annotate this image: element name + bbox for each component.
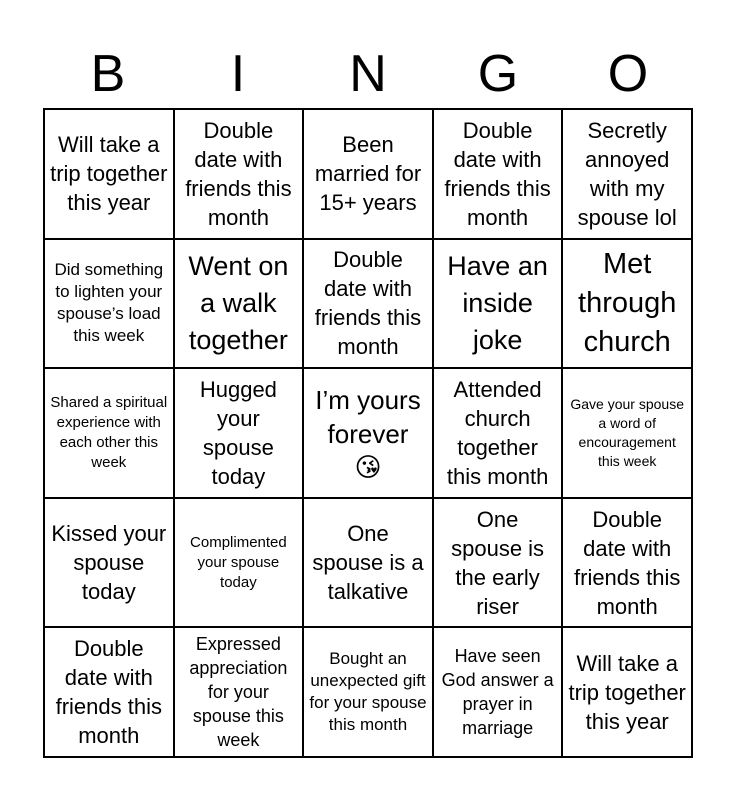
bingo-cell[interactable] bbox=[174, 239, 304, 369]
cell-text: Hugged your spouse today bbox=[199, 376, 277, 489]
header-letter-i: I bbox=[230, 45, 246, 103]
cell-text: Went on a walk together bbox=[188, 250, 289, 355]
bingo-grid bbox=[43, 108, 693, 758]
cell-text: One spouse is a talkative bbox=[312, 521, 424, 605]
cell-text: I’m yours forever bbox=[315, 384, 421, 449]
cell-text: Have seen God answer a prayer in marriage bbox=[441, 646, 554, 739]
bingo-cell[interactable] bbox=[174, 627, 304, 757]
bingo-cell[interactable] bbox=[303, 627, 433, 757]
kissing-face-icon: 😘 bbox=[354, 451, 382, 482]
bingo-cell[interactable] bbox=[433, 498, 563, 628]
cell-text: Double date with friends this month bbox=[444, 117, 551, 230]
bingo-cell[interactable] bbox=[44, 368, 174, 498]
bingo-cell[interactable] bbox=[562, 498, 692, 628]
cell-text: Gave your spouse a word of encouragement this week bbox=[570, 395, 684, 469]
bingo-cell[interactable] bbox=[303, 109, 433, 239]
bingo-cell[interactable] bbox=[44, 239, 174, 369]
cell-text: Met through church bbox=[578, 247, 677, 358]
cell-text: One spouse is the early riser bbox=[451, 506, 545, 619]
bingo-cell[interactable] bbox=[562, 109, 692, 239]
cell-text: Will take a trip together this year bbox=[50, 132, 168, 216]
cell-text: Attended church together this month bbox=[446, 376, 549, 489]
bingo-cell[interactable] bbox=[433, 368, 563, 498]
bingo-cell[interactable] bbox=[303, 498, 433, 628]
bingo-cell[interactable] bbox=[44, 109, 174, 239]
cell-text: Bought an unexpected gift for your spouse this month bbox=[309, 649, 427, 735]
cell-text: Expressed appreciation for your spouse this week bbox=[189, 634, 288, 751]
cell-text: Double date with friends this month bbox=[574, 506, 681, 619]
cell-text: Shared a spiritual experience with each other this week bbox=[50, 393, 168, 471]
bingo-cell[interactable] bbox=[44, 627, 174, 757]
bingo-cell[interactable] bbox=[433, 627, 563, 757]
bingo-cell[interactable] bbox=[174, 498, 304, 628]
header-letter-g: G bbox=[477, 45, 519, 103]
free-space-cell[interactable] bbox=[303, 368, 433, 498]
bingo-header bbox=[43, 40, 693, 108]
cell-text: Secretly annoyed with my spouse lol bbox=[577, 117, 677, 230]
cell-text: Double date with friends this month bbox=[314, 247, 422, 360]
cell-text: Been married for 15+ years bbox=[314, 132, 422, 216]
bingo-cell[interactable] bbox=[303, 239, 433, 369]
bingo-cell[interactable] bbox=[562, 239, 692, 369]
bingo-cell[interactable] bbox=[174, 368, 304, 498]
bingo-cell[interactable] bbox=[562, 368, 692, 498]
cell-text: Double date with friends this month bbox=[55, 636, 162, 749]
header-letter-o: O bbox=[607, 45, 649, 103]
bingo-cell[interactable] bbox=[562, 627, 692, 757]
bingo-cell[interactable] bbox=[433, 239, 563, 369]
bingo-cell[interactable] bbox=[433, 109, 563, 239]
header-letter-n: N bbox=[349, 45, 387, 103]
cell-text: Double date with friends this month bbox=[185, 117, 292, 230]
cell-text: Have an inside joke bbox=[447, 250, 548, 355]
cell-text: Complimented your spouse today bbox=[190, 533, 287, 591]
cell-text: Kissed your spouse today bbox=[51, 521, 167, 605]
cell-text: Did something to lighten your spouse’s load this week bbox=[54, 260, 164, 346]
header-letter-b: B bbox=[90, 45, 126, 103]
bingo-cell[interactable] bbox=[44, 498, 174, 628]
bingo-cell[interactable] bbox=[174, 109, 304, 239]
cell-text: Will take a trip together this year bbox=[568, 650, 686, 734]
